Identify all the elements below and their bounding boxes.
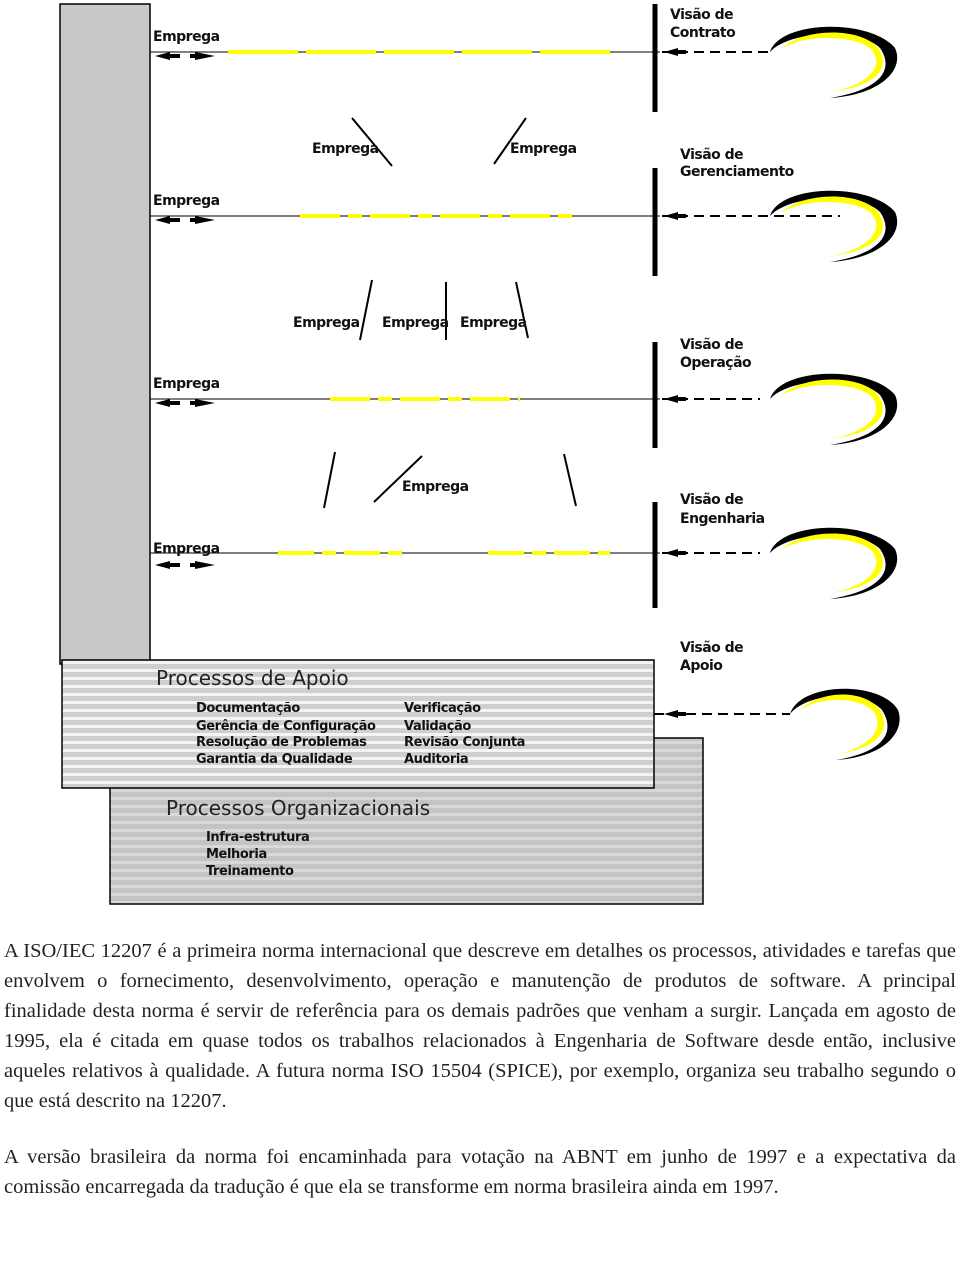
- row-2-label: Emprega: [153, 193, 220, 209]
- row-labels: [153, 29, 220, 557]
- primary-process-column: [60, 4, 150, 664]
- view-gerenciamento-line2: Gerenciamento: [680, 164, 794, 180]
- view-engenharia-line1: Visão de: [680, 492, 744, 508]
- view-engenharia-line2: Engenharia: [680, 511, 765, 527]
- view-apoio-line2: Apoio: [680, 658, 723, 674]
- support-item: Verificação: [404, 701, 481, 716]
- organizational-title: Processos Organizacionais: [166, 796, 431, 820]
- between-label-1: Emprega: [312, 141, 379, 157]
- view-labels: [670, 7, 795, 674]
- view-contrato-line1: Visão de: [670, 7, 734, 23]
- support-item: Gerência de Configuração: [196, 719, 376, 734]
- left-arrows: [155, 52, 215, 569]
- view-apoio-line1: Visão de: [680, 640, 744, 656]
- view-gerenciamento-line1: Visão de: [680, 147, 744, 163]
- body-text: [4, 936, 956, 1202]
- support-item: Garantia da Qualidade: [196, 752, 353, 767]
- support-item: Revisão Conjunta: [404, 735, 526, 750]
- support-title: Processos de Apoio: [156, 666, 349, 690]
- between-label-6: Emprega: [402, 479, 469, 495]
- diagonal-links: [324, 118, 576, 508]
- between-label-5: Emprega: [460, 315, 527, 331]
- between-label-4: Emprega: [382, 315, 449, 331]
- organizational-item: Melhoria: [206, 847, 267, 862]
- view-eyes: [770, 27, 900, 760]
- paragraph-2: A versão brasileira da norma foi encaminhada para votação na ABNT em junho de 1997 e a expectativa da comissão encarregada da tradução é que ela se transforme em norma brasileira ainda em 1997.: [4, 1146, 956, 1198]
- between-label-2: Emprega: [510, 141, 577, 157]
- view-operacao-line2: Operação: [680, 355, 752, 371]
- support-item: Auditoria: [404, 752, 469, 767]
- row-1-label: Emprega: [153, 29, 220, 45]
- between-label-3: Emprega: [293, 315, 360, 331]
- organizational-item: Infra-estrutura: [206, 830, 310, 845]
- organizational-item: Treinamento: [206, 864, 294, 879]
- support-item: Resolução de Problemas: [196, 735, 367, 750]
- between-labels: [293, 141, 577, 495]
- row-4-label: Emprega: [153, 541, 220, 557]
- support-item: Documentação: [196, 701, 300, 716]
- view-contrato-line2: Contrato: [670, 25, 736, 41]
- view-operacao-line1: Visão de: [680, 337, 744, 353]
- row-3-label: Emprega: [153, 376, 220, 392]
- paragraph-1: A ISO/IEC 12207 é a primeira norma internacional que descreve em detalhes os processos, atividades e tarefas que envolvem o fornecimento, desenvolvimento, operação e manutenção de produtos de software. A principal finalidade desta norma é servir de referência para os demais padrões que venham a surgir. Lançada em agosto de 1995, ela é citada em quase todos os trabalhos relacionados à Engenharia de Software desde então, inclusive aqueles relativos à qualidade. A futura norma ISO 15504 (SPICE), por exemplo, organiza seu trabalho segundo o que está descrito na 12207.: [4, 940, 956, 1112]
- support-item: Validação: [404, 719, 471, 734]
